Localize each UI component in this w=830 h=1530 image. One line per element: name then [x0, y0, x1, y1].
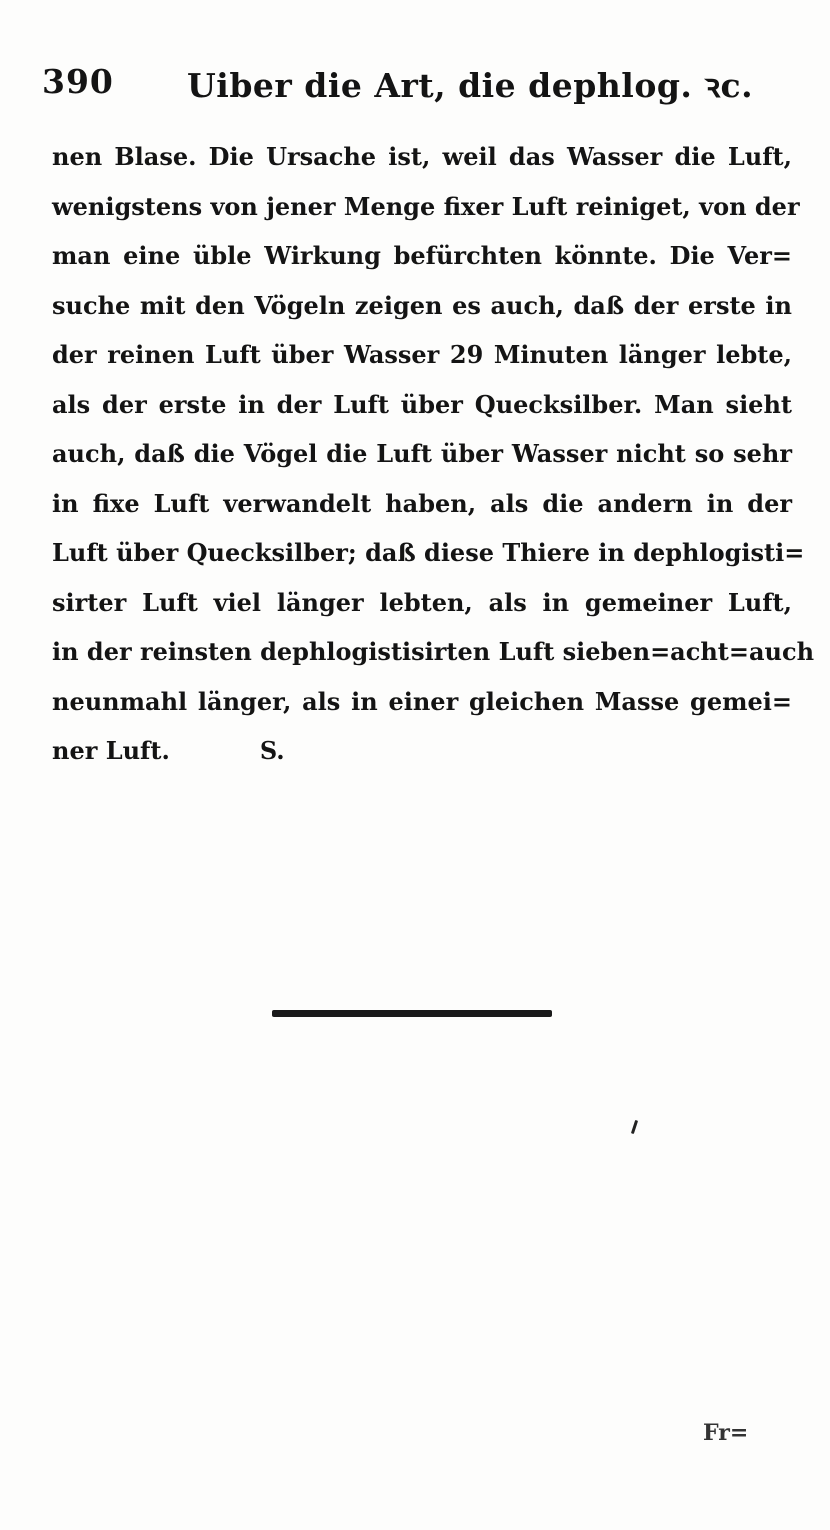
body-text	[52, 132, 815, 776]
text-line: als der erste in der Luft über Quecksilber. Man sieht	[52, 389, 792, 419]
text-line: sirter Luft viel länger lebten, als in gemeiner Luft,	[52, 587, 792, 617]
section-divider-rule	[272, 1010, 552, 1017]
page-number: 390	[42, 62, 114, 101]
text-line: in der reinsten dephlogistisirten Luft sieben=acht=auch	[52, 637, 815, 666]
text-line: nen Blase. Die Ursache ist, weil das Wasser die Luft,	[52, 142, 792, 171]
text-line: man eine üble Wirkung befürchten könnte. Die Ver=	[52, 241, 792, 270]
text-line-end: ner Luft.	[52, 736, 170, 765]
text-line: Luft über Quecksilber; daß diese Thiere in dephlogisti=	[52, 538, 805, 567]
text-line: der reinen Luft über Wasser 29 Minuten länger lebte,	[52, 340, 792, 369]
text-line: auch, daß die Vögel die Luft über Wasser nicht so sehr	[52, 439, 792, 468]
text-line: wenigstens von jener Menge fixer Luft reiniget, von der	[52, 191, 800, 221]
author-signature: S.	[259, 736, 285, 765]
page-header	[42, 62, 802, 112]
text-line: in fixe Luft verwandelt haben, als die andern in der	[52, 488, 792, 518]
text-line: suche mit den Vögeln zeigen es auch, daß der erste in	[52, 290, 792, 320]
ink-speck	[631, 1120, 638, 1134]
running-title: Uiber die Art, die dephlog. ꝛc.	[187, 66, 754, 105]
catchword: Fr=	[703, 1420, 749, 1446]
text-line: neunmahl länger, als in einer gleichen Masse gemei=	[52, 686, 792, 716]
text-line-last	[52, 726, 792, 776]
